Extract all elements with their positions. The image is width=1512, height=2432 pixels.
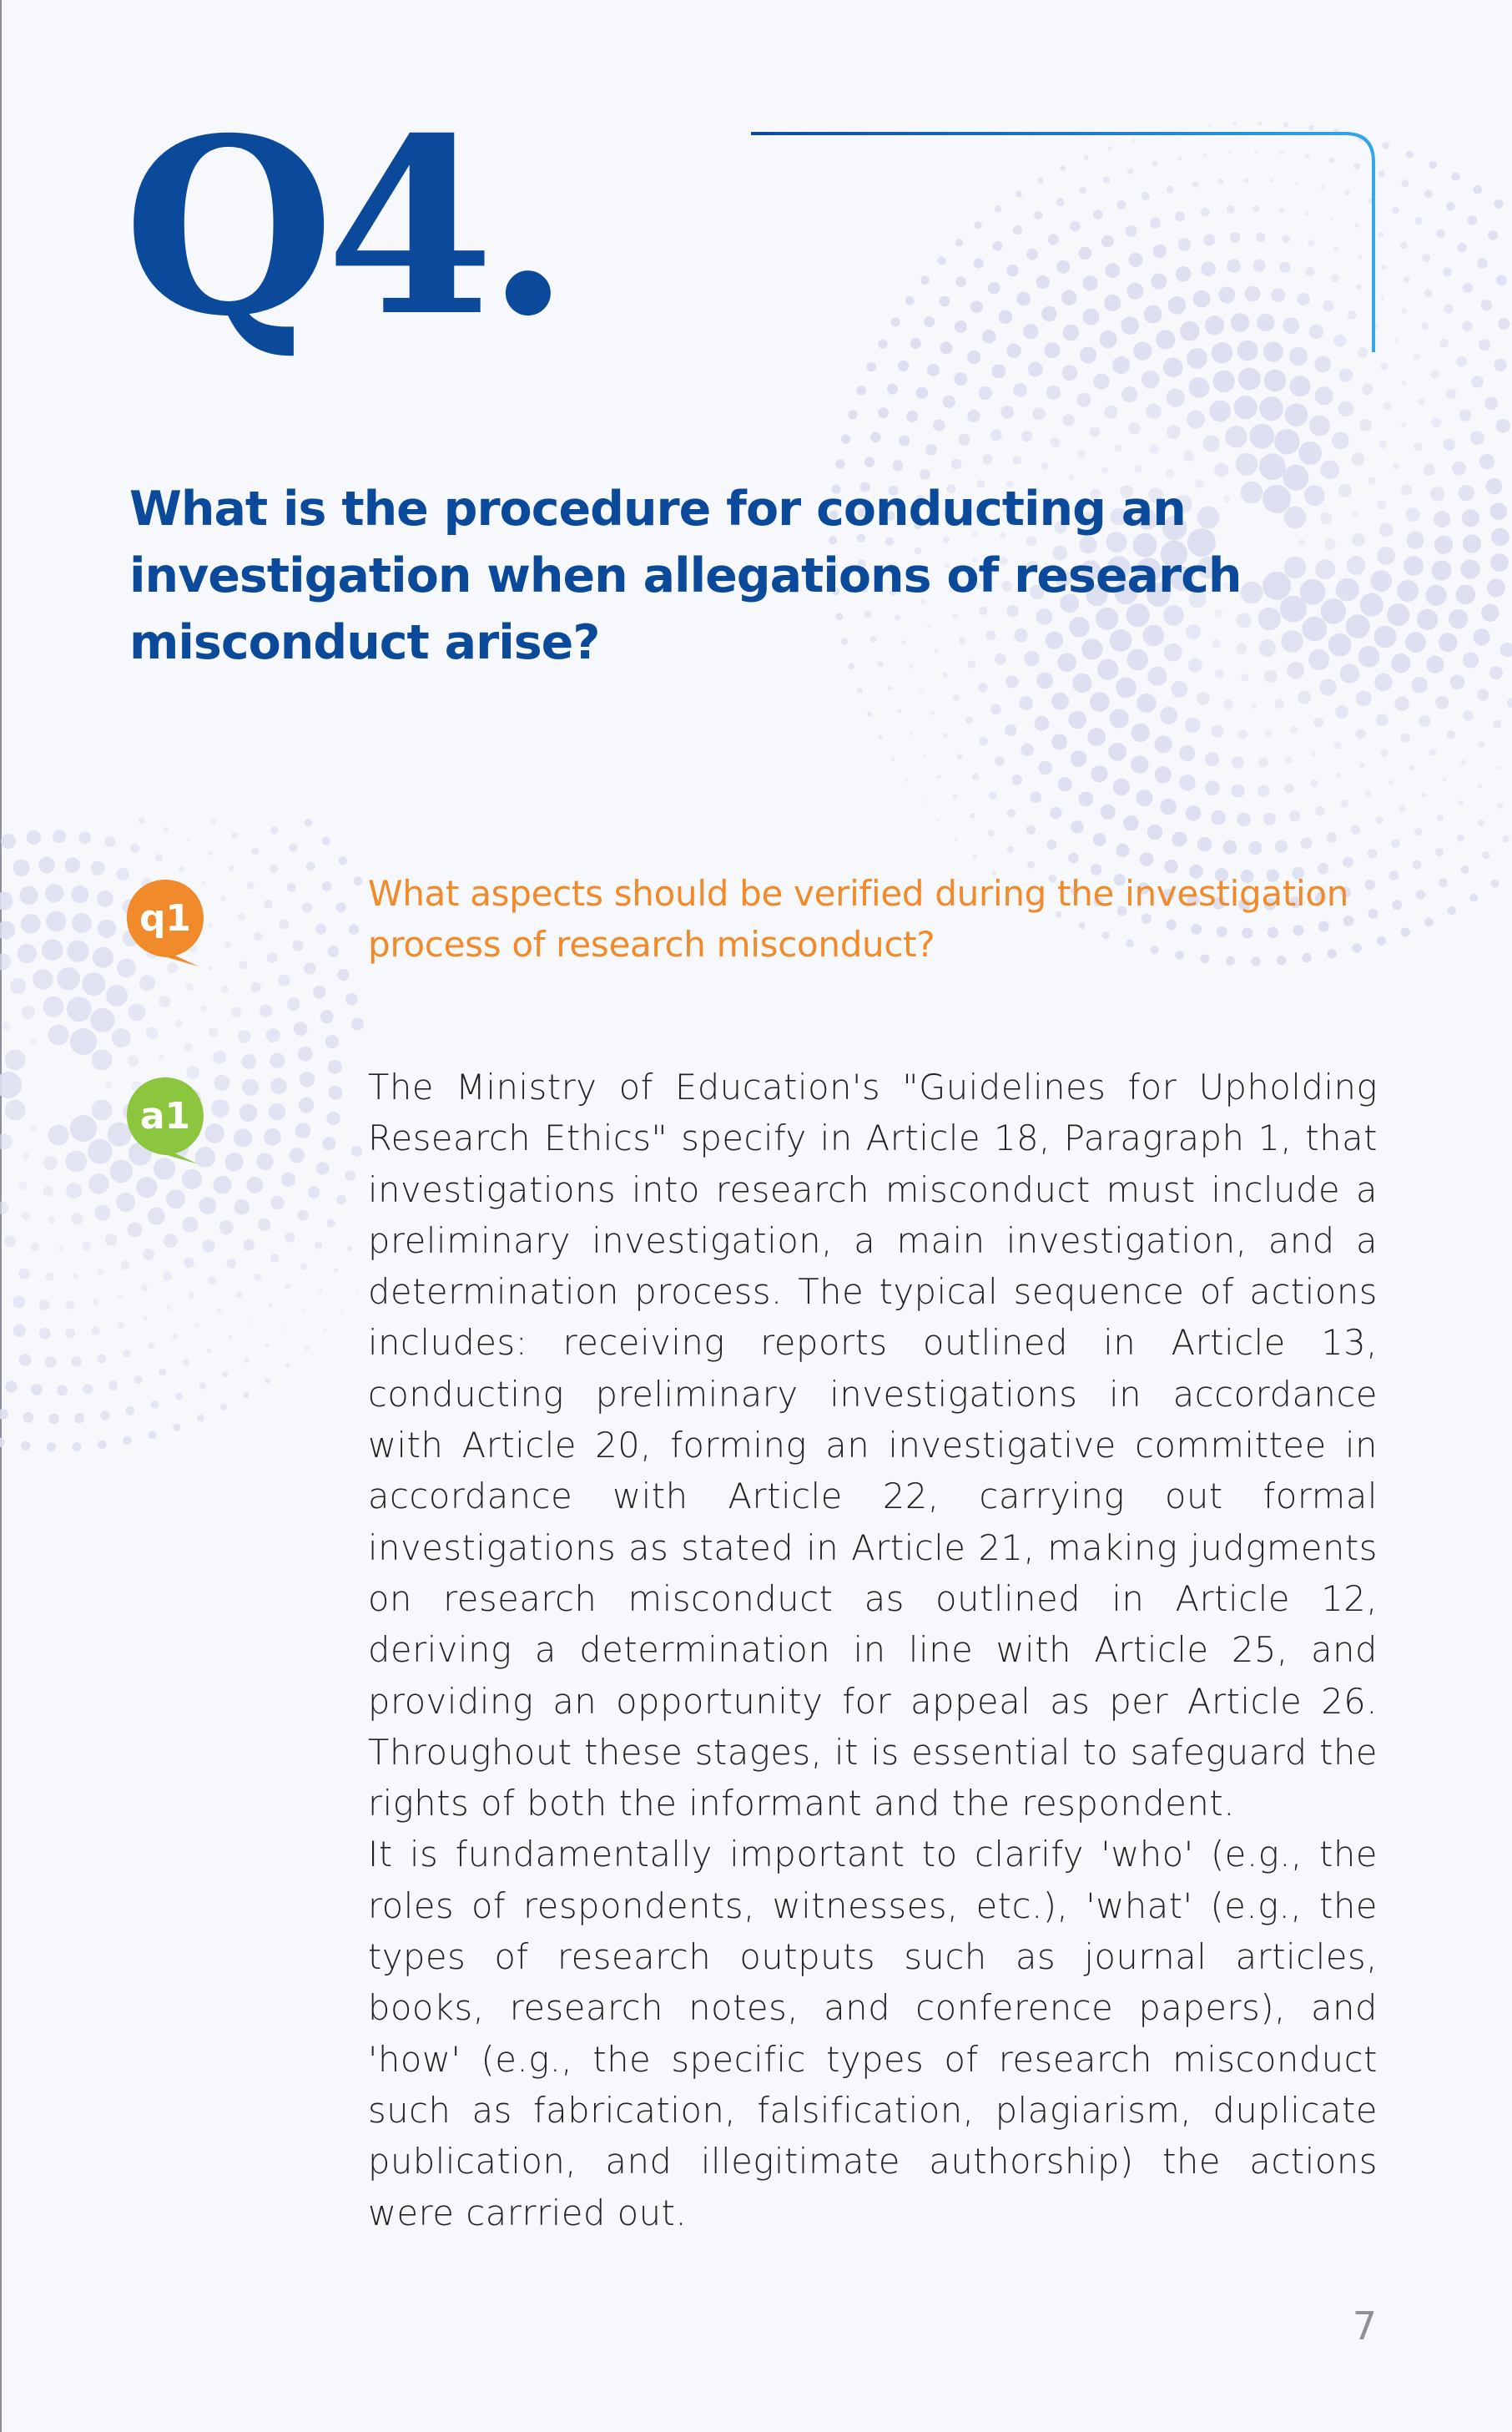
decorative-corner-line bbox=[751, 132, 1375, 352]
answer-badge bbox=[123, 1074, 215, 1166]
answer-badge-label: a1 bbox=[139, 1095, 191, 1138]
page-title: What is the procedure for conducting an investigation when allegations of research misconduct arise? bbox=[129, 482, 1242, 670]
page-number: 7 bbox=[1352, 2303, 1377, 2349]
answer-paragraph: It is fundamentally important to clarify 'who' (e.g., the roles of respondents, witnesses, etc.), 'what' (e.g., the types of research outputs such as journal articles, books, research notes, and conference papers), and 'how' (e.g., the specific types of research misconduct such as fabrication, falsification, plagiarism, duplicate publication, and illegitimate authorship) the actions were carrried out. bbox=[368, 1834, 1378, 2233]
question-badge-label: q1 bbox=[139, 897, 192, 940]
sub-question: What aspects should be verified during the investigation process of research misconduct? bbox=[368, 873, 1349, 965]
answer-paragraph: The Ministry of Education's "Guidelines for Upholding Research Ethics" specify in Article 18, Paragraph 1, that investigations into research misconduct must include a preliminary investigation, a main investigation, and a determination process. The typical sequence of actions includes: receiving reports outlined in Article 13, conducting preliminary investigations in accordance with Article 20, forming an investigative committee in accordance with Article 22, carrying out formal investigations as stated in Article 21, making judgments on research misconduct as outlined in Article 12, deriving a determination in line with Article 25, and providing an opportunity for appeal as per Article 26. Throughout these stages, it is essential to safeguard the rights of both the informant and the respondent. bbox=[368, 1067, 1378, 1824]
question-number-heading: Q4. bbox=[123, 86, 562, 370]
answer-body bbox=[368, 1062, 1378, 2238]
question-badge bbox=[123, 876, 215, 968]
